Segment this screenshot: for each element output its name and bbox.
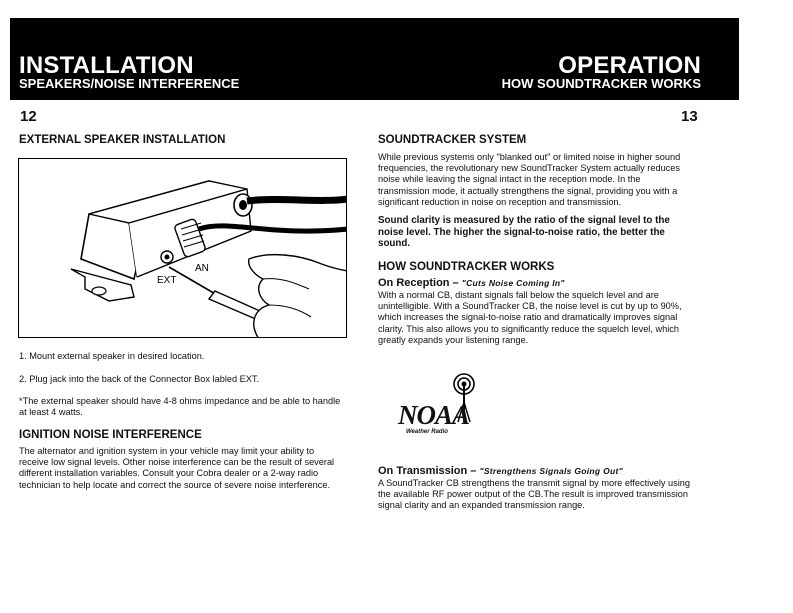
ignition-noise-heading: IGNITION NOISE INTERFERENCE xyxy=(19,429,202,441)
left-section-subtitle: SPEAKERS/NOISE INTERFERENCE xyxy=(19,76,240,91)
noaa-logotype: NOAA xyxy=(398,400,470,430)
on-transmission-tagline: "Strengthens Signals Going Out" xyxy=(479,466,623,476)
left-section-title: INSTALLATION xyxy=(19,52,194,79)
ignition-noise-text: The alternator and ignition system in your vehicle may limit your ability to receive low signal levels. Other noise interference can be the result of several different installation variables. Consult your Cobra dealer or a 2-way radio technician to help locate and correct the source of severe noise interference. xyxy=(19,446,335,490)
connector-box-figure xyxy=(18,158,347,338)
page-number-left: 12 xyxy=(20,108,37,125)
soundtracker-system-heading: SOUNDTRACKER SYSTEM xyxy=(378,134,527,146)
on-transmission-label: On Transmission – xyxy=(378,465,477,477)
soundtracker-system-text: While previous systems only "blanked out" or limited noise in higher sound frequencies, the revolutionary new SoundTracker System actually reduces noise while leaving the signal intact in the reception mode. In the transmission mode, it actually strengthens the signal, providing you with a significant reduction in noise on reception and transmission. xyxy=(378,152,681,207)
on-reception-subheading xyxy=(378,277,565,289)
external-speaker-heading: EXTERNAL SPEAKER INSTALLATION xyxy=(19,134,226,146)
on-reception-label: On Reception – xyxy=(378,277,459,289)
step-1-text: 1. Mount external speaker in desired location. xyxy=(19,351,205,361)
right-section-subtitle: HOW SOUNDTRACKER WORKS xyxy=(501,76,701,91)
impedance-note: *The external speaker should have 4-8 ohms impedance and be able to handle at least 4 watts. xyxy=(19,396,341,418)
noaa-weather-radio-logo xyxy=(396,372,486,454)
step-2-text: 2. Plug jack into the back of the Connector Box labled EXT. xyxy=(19,374,260,384)
signal-noise-ratio-text: Sound clarity is measured by the ratio of the signal level to the noise level. The higher the signal-to-noise ratio, the better the sound. xyxy=(378,215,670,249)
ant-label: AN xyxy=(195,263,209,274)
on-reception-tagline: "Cuts Noise Coming In" xyxy=(461,278,565,288)
connector-box-illustration xyxy=(19,159,347,338)
ext-label: EXT xyxy=(157,275,177,286)
on-transmission-text: A SoundTracker CB strengthens the transmit signal by more effectively using the available RF power output of the CB.The result is improved transmission signal clarity and an expanded transmission range. xyxy=(378,478,691,511)
how-soundtracker-heading: HOW SOUNDTRACKER WORKS xyxy=(378,261,555,273)
page-number-right: 13 xyxy=(681,108,698,125)
weather-radio-label: Weather Radio xyxy=(406,429,448,435)
on-reception-text: With a normal CB, distant signals fall below the squelch level and are unintelligible. With a SoundTracker CB, the noise level is cut by up to 90%, which increases the signal-to-noise ratio and dramatically improves signal clarity. This also allows you to significantly reduce the squelch level, which greatly expands your listening range. xyxy=(378,290,682,345)
header-banner xyxy=(10,18,739,100)
right-section-title: OPERATION xyxy=(558,52,701,79)
on-transmission-subheading xyxy=(378,465,623,477)
